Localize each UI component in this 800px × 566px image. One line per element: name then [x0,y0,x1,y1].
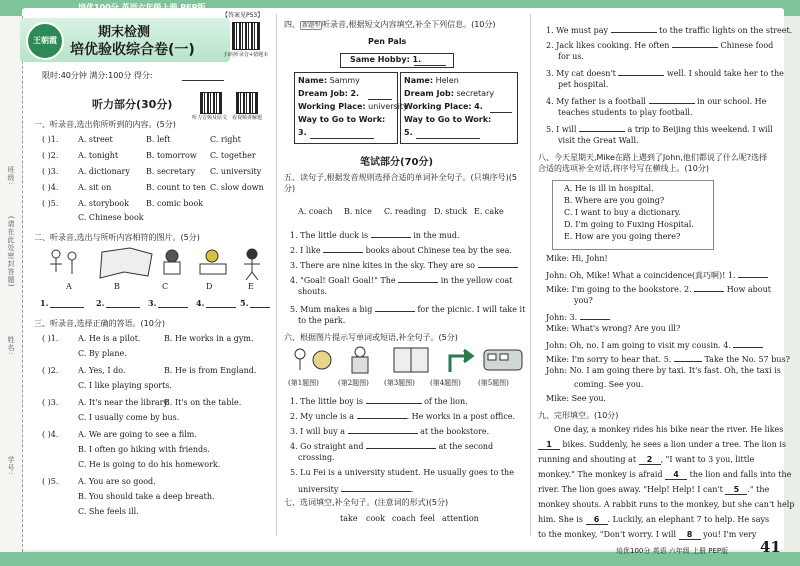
cloze-line [538,440,786,450]
dialogue-line [546,282,771,294]
left-job-blank[interactable] [368,90,392,100]
row-value: Sammy [329,76,360,85]
item-text: 2. Jack likes cooking. He often [546,41,670,50]
item-text: a trip to Beijing this weekend. I will [627,125,773,134]
picture-label: D [206,282,213,291]
s3-option-b: B. I often go hiking with friends. [78,445,210,454]
left-place-row [298,102,408,111]
s2-blank-label: 4. [196,298,205,308]
row-key: Working Place: [404,102,472,111]
exam-meta: 限时:40分钟 满分:100分 得分: [42,71,153,80]
right-name-row [404,76,459,85]
section2-pictures [40,246,264,282]
line-text: . Luckily, an elephant 7 to help. He says [607,515,770,524]
line-text: the lion and falls into the [689,470,792,479]
same-hobby-blank[interactable] [414,56,446,66]
s2-blank-label: 5. [240,298,249,308]
cloze-line [538,455,754,465]
section3-title: 三、听录音,选择正确的答语。(10分) [34,319,165,328]
cloze-line [538,485,769,495]
s3-option-c: C. I like playing sports. [78,381,172,390]
s1-option-c: C. university [210,167,262,176]
cloze-line [538,530,756,540]
line-text: Take the No. 57 bus? [704,355,790,364]
s2-blank[interactable] [250,298,270,308]
section5-title: 五、读句子,根据发音规则选择合适的单词补全句子。(只填序号)(5分) [284,173,517,193]
s1-number[interactable]: ( )3. [42,167,59,176]
s7-item-4 [546,94,766,106]
item-text: 2. My uncle is a [290,412,355,421]
item-text: of the lion. [424,397,468,406]
s1-option-b: B. tomorrow [146,151,197,160]
word-choice: attention [442,514,479,523]
cloze-line [538,515,769,525]
s3-number[interactable]: ( )4. [42,430,59,439]
s3-option-c: C. I usually come by bus. [78,413,180,422]
row-value: Helen [435,76,459,85]
row-key: Way to Go to Work: [404,115,492,124]
section9-title: 九、完形填空。(10分) [538,411,619,420]
row-key: Way to Go to Work: [298,115,386,124]
s7-item-1 [546,23,792,35]
column-divider [530,14,531,536]
s3-option-a: A. It's near the library. [78,398,170,407]
left-way-row [298,115,385,124]
s7-item-5-cont: visit the Great Wall. [558,136,639,145]
s1-number[interactable]: ( )5. [42,199,59,208]
binding-name-label: 姓名: [7,336,15,356]
qr-video-caption: 看视频讲解题 [232,115,263,121]
s5-item-5 [290,302,525,314]
top-bar-title: 培优100分 英语六年级上册 PEP版 [78,3,206,12]
s1-number[interactable]: ( )2. [42,151,59,160]
right-place-blank[interactable] [490,103,512,113]
item-text: 1. The little boy is [290,397,363,406]
s1-option-a: A. dictionary [78,167,130,176]
row-value: 2. [350,89,360,98]
right-blank-5[interactable] [416,129,480,139]
s2-blank-label: 2. [96,298,105,308]
s3-option-b: B. It's on the table. [164,398,242,407]
item-text: 3. My cat doesn't [546,69,616,78]
picture-d-desk [200,250,226,274]
item-text: 1. We must pay [546,26,609,35]
s8-option: C. I want to buy a dictionary. [564,208,681,217]
left-blank-3[interactable] [310,129,374,139]
row-key: Name: [298,76,328,85]
s8-option: B. Where are you going? [564,196,665,205]
answer-blank[interactable] [375,302,415,312]
s3-number[interactable]: ( )1. [42,334,59,343]
item-text: 3. There are nine kites in the sky. They are so [290,261,475,270]
section1-title: 一、听录音,选出你所听到的内容。(5分) [34,120,176,129]
picture-book [394,348,428,372]
dialogue-line: Mike: What's wrong? Are you ill? [546,324,681,333]
cloze-answer[interactable]: 6 [586,515,608,525]
s1-option-c: C. slow down [210,183,264,192]
s3-option-a: A. He is a pilot. [78,334,141,343]
answer-blank[interactable] [398,273,438,283]
dialogue-line: you? [574,296,593,305]
s5-item-5-cont: to the park. [298,316,346,325]
s1-option-a: A. tonight [78,151,119,160]
right-job-row [404,89,494,98]
word-choice: feel [420,514,435,523]
section6-pictures [288,344,524,376]
row-key: Dream Job: [298,89,348,98]
s5-option: C. reading [384,207,427,216]
s7-item-3 [546,66,784,78]
s8-option: E. How are you going there? [564,232,681,241]
s6-item-5-cont [298,482,413,494]
s1-option-a: A. storybook [78,199,129,208]
section4-title [284,19,496,30]
picture-c-boy [164,250,180,274]
s8-option: A. He is ill in hospital. [564,184,654,193]
s1-option-c: C. together [210,151,256,160]
answer-blank[interactable] [674,352,702,362]
answer-blank[interactable] [738,268,768,278]
page-number: 41 [760,538,781,556]
s2-blank-label: 1. [40,298,49,308]
writing-title: 笔试部分(70分) [360,157,434,168]
answer-blank[interactable] [478,258,518,268]
s7-item-3-cont: pet hospital. [558,80,609,89]
picture-turn-arrow [450,350,472,372]
s1-row [42,135,58,144]
s3-option-c: C. He is going to do his homework. [78,460,221,469]
s7-item-4-cont: teaches students to play football. [558,108,693,117]
s2-blank[interactable] [206,298,236,308]
s6-item-4-cont: crossing. [298,453,335,462]
picture-caption: (第4题图) [430,379,461,387]
item-text: university [298,485,339,494]
answer-blank[interactable] [357,409,407,419]
s1-option-b: B. count to ten [146,183,206,192]
exam-title-1: 期末检测 [98,25,151,40]
dialogue-line: Mike: See you. [546,394,607,403]
s1-option-c: C. Chinese book [78,213,144,222]
s5-item-2 [290,243,512,255]
s3-option-a: A. Yes, I do. [78,366,126,375]
item-text: 3. I will buy a [290,427,346,436]
item-text: . He works in a post office. [406,412,516,421]
s5-option: E. cake [474,207,504,216]
left-job-row [298,89,359,98]
right-way-row [404,115,491,124]
item-text: 4. My father is a football [546,97,646,106]
row-value: secretary [456,89,495,98]
item-text: 5. Mum makes a big [290,305,373,314]
s7-item-2-cont: for us. [558,52,584,61]
s1-option-c: C. right [210,135,241,144]
answer-blank[interactable] [618,66,664,76]
s3-option-b: B. You should take a deep breath. [78,492,215,501]
s3-number[interactable]: ( )5. [42,477,59,486]
dialogue-line [546,310,610,322]
answer-blank[interactable] [733,338,763,348]
dialogue-line [546,338,763,350]
line-text: , "I want to 3 you, little [660,455,755,464]
cloze-line: One day, a monkey rides his bike near the river. He likes [554,425,784,434]
s1-option-b: B. comic book [146,199,204,208]
picture-label: E [248,282,254,291]
s3-option-a: A. We are going to see a film. [78,430,197,439]
answer-blank[interactable] [366,439,436,449]
item-text: at the second [438,442,494,451]
answer-blank[interactable] [371,228,411,238]
s3-option-b: B. He works in a gym. [164,334,254,343]
cloze-answer[interactable]: 1 [538,440,560,450]
s5-item-4-cont: shouts. [298,287,328,296]
line-text: ." the [747,485,770,494]
row-key: Name: [404,76,434,85]
qr-video-icon[interactable] [236,92,258,114]
s5-option: B. nice [344,207,372,216]
cloze-answer[interactable]: 8 [679,530,701,540]
left-name-row [298,76,360,85]
s6-item-1 [290,394,468,406]
s5-option: D. stuck [434,207,468,216]
s5-item-1 [290,228,460,240]
item-text: at the bookstore. [420,427,490,436]
item-text: 4. "Goal! Goal! Goal!" The [290,276,396,285]
picture-caption: (第5题图) [478,379,509,387]
footer-text: 培优100分 英语 六年级 上册 PEP版 [616,547,729,555]
brand-logo: 王朝霞 [26,22,64,60]
cloze-answer[interactable]: 2 [639,455,661,465]
exam-title-2: 培优验收综合卷(一) [70,42,195,58]
item-text: 4. Go straight and [290,442,364,451]
item-text: 5. I will [546,125,577,134]
row-key: Dream Job: [404,89,454,98]
answer-blank[interactable] [341,482,411,492]
picture-label: A [66,282,72,291]
s3-option-c: C. By plane. [78,349,127,358]
dialogue-line [546,268,768,281]
item-text: to the traffic lights on the street. [659,26,793,35]
line-text: him. She is [538,515,583,524]
line-text: monkey." The monkey is afraid [538,470,663,479]
s3-option-a: A. You are so good. [78,477,156,486]
picture-a-people [50,250,76,274]
answer-blank[interactable] [672,38,718,48]
s2-blank[interactable] [158,298,188,308]
picture-b-map [100,248,152,278]
line-text: How about [726,285,771,294]
item-text: well. I should take her to the [666,69,784,78]
right-place-row [404,102,483,111]
s6-item-4 [290,439,493,451]
dialogue-line: Mike: Hi, John! [546,254,608,263]
s5-item-3 [290,258,518,270]
picture-postman [352,347,368,373]
section7-title: 七、选词填空,补全句子。(注意词的形式)(5分) [284,498,449,507]
binding-margin [0,16,23,552]
line-text: John: Oh, no. I am going to visit my cousin. 4. [546,341,731,350]
cloze-line: monkey shouts. A rabbit runs to the monkey, but she can't help [538,500,795,509]
picture-train [484,350,522,370]
s1-option-b: B. left [146,135,171,144]
answer-reference: 【答案见P53】 [222,12,264,19]
row-value: 4. [474,102,483,111]
picture-e-dancer [244,249,260,280]
s1-option-a: A. sit on [78,183,112,192]
line-text: Mike: I'm going to the bookstore. 2. [546,285,692,294]
s2-blank[interactable] [50,298,84,308]
column-divider [276,14,277,536]
s7-item-2 [546,38,773,50]
item-text: in our school. He [697,97,767,106]
picture-boy-lion [295,349,331,370]
dialogue-line: coming. See you. [574,380,644,389]
picture-label: C [162,282,169,291]
s1-number[interactable]: ( )1. [42,135,59,144]
item-text: 1. The little duck is [290,231,369,240]
s1-number[interactable]: ( )4. [42,183,59,192]
s2-blank[interactable] [106,298,140,308]
s8-option: D. I'm going to Fuxing Hospital. [564,220,694,229]
picture-label: B [114,282,120,291]
line-text: John: 3. [546,313,578,322]
qr-code-icon[interactable] [232,22,260,50]
right-blank-5-label: 5. [404,128,413,137]
item-text: Chinese food [720,41,774,50]
s1-option-b: B. secretary [146,167,196,176]
item-text: books about Chinese tea by the sea. [365,246,512,255]
score-blank[interactable] [182,71,224,81]
s6-item-5: 5. Lu Fei is a university student. He usually goes to the [290,468,514,477]
s3-option-c: C. She feels ill. [78,507,139,516]
picture-caption: (第1题图) [288,379,319,387]
binding-seal-note: (请在此处密封答题) [7,216,15,288]
line-text: to the monkey, "Don't worry. I will [538,530,676,539]
line-text: Mike: I'm sorry to hear that. 5. [546,355,672,364]
new-type-tag: 新题型 [302,22,321,29]
picture-caption: (第3题图) [384,379,415,387]
s6-item-2 [290,409,515,421]
answer-blank[interactable] [580,310,610,320]
answer-blank[interactable] [649,94,695,104]
word-choice: cook [366,514,385,523]
item-text: . [410,485,414,494]
section8-title: 八、今天星期天,Mike在路上遇到了John,他们都说了什么呢?选择合适的选项补全对话,将序号写在横线上。(10分) [538,153,768,173]
word-choice: take [340,514,358,523]
cloze-answer[interactable]: 5 [725,485,747,495]
line-text: bikes. Suddenly, he sees a lion under a tree. The lion is [562,440,786,449]
left-blank-3-label: 3. [298,128,307,137]
item-text: 2. I like [290,246,321,255]
qr-audio-icon[interactable] [200,92,222,114]
answer-blank[interactable] [579,122,625,132]
listening-title: 听力部分(30分) [92,98,173,111]
s3-number[interactable]: ( )3. [42,398,59,407]
answer-blank[interactable] [323,243,363,253]
s5-item-4 [290,273,513,285]
s5-option: A. coach [298,207,333,216]
s6-item-3 [290,424,489,436]
cloze-line [538,470,791,480]
s1-option-a: A. street [78,135,113,144]
s7-item-5 [546,122,773,134]
picture-caption: (第2题图) [338,379,369,387]
qr-audio-caption: 听力音频及原文 [192,115,228,121]
s3-option-b: B. He is from England. [164,366,257,375]
word-choice: coach [392,514,416,523]
answer-blank[interactable] [348,424,418,434]
qr-caption: 扫码听录音+错题本 [224,52,269,58]
line-text: river. The lion goes away. "Help! Help! I can't [538,485,723,494]
line-text: running and shouting at [538,455,637,464]
answer-blank[interactable] [366,394,422,404]
same-hobby-label: Same Hobby: 1. [350,55,422,64]
cloze-answer[interactable]: 4 [665,470,687,480]
section4-prefix: 四、 [284,20,300,29]
item-text: in the mud. [413,231,460,240]
line-text: you! I'm very [703,530,757,539]
section2-title: 二、听录音,选出与所听内容相符的图片。(5分) [34,233,200,242]
section4-text: 听录音,根据短文内容填空,补全下列信息。(10分) [322,20,496,29]
section6-title: 六、根据图片提示写单词或短语,补全句子。(5分) [284,333,458,342]
binding-class-label: 班级: [7,166,15,186]
answer-blank[interactable] [611,23,657,33]
dialogue-line [546,352,790,364]
dialogue-line: John: No. I am going there by taxi. It's fast. Oh, the taxi is [546,366,781,375]
line-text: John: Oh, Mike! What a coincidence(真巧啊)! 1. [546,271,736,280]
s3-number[interactable]: ( )2. [42,366,59,375]
item-text: in the yellow coat [440,276,513,285]
item-text: for the picnic. I will take it [417,305,526,314]
answer-blank[interactable] [694,282,724,292]
binding-id-label: 学号: [7,456,15,476]
pen-pals-heading: Pen Pals [368,37,407,46]
row-value: university [368,102,408,111]
s2-blank-label: 3. [148,298,157,308]
row-key: Working Place: [298,102,366,111]
